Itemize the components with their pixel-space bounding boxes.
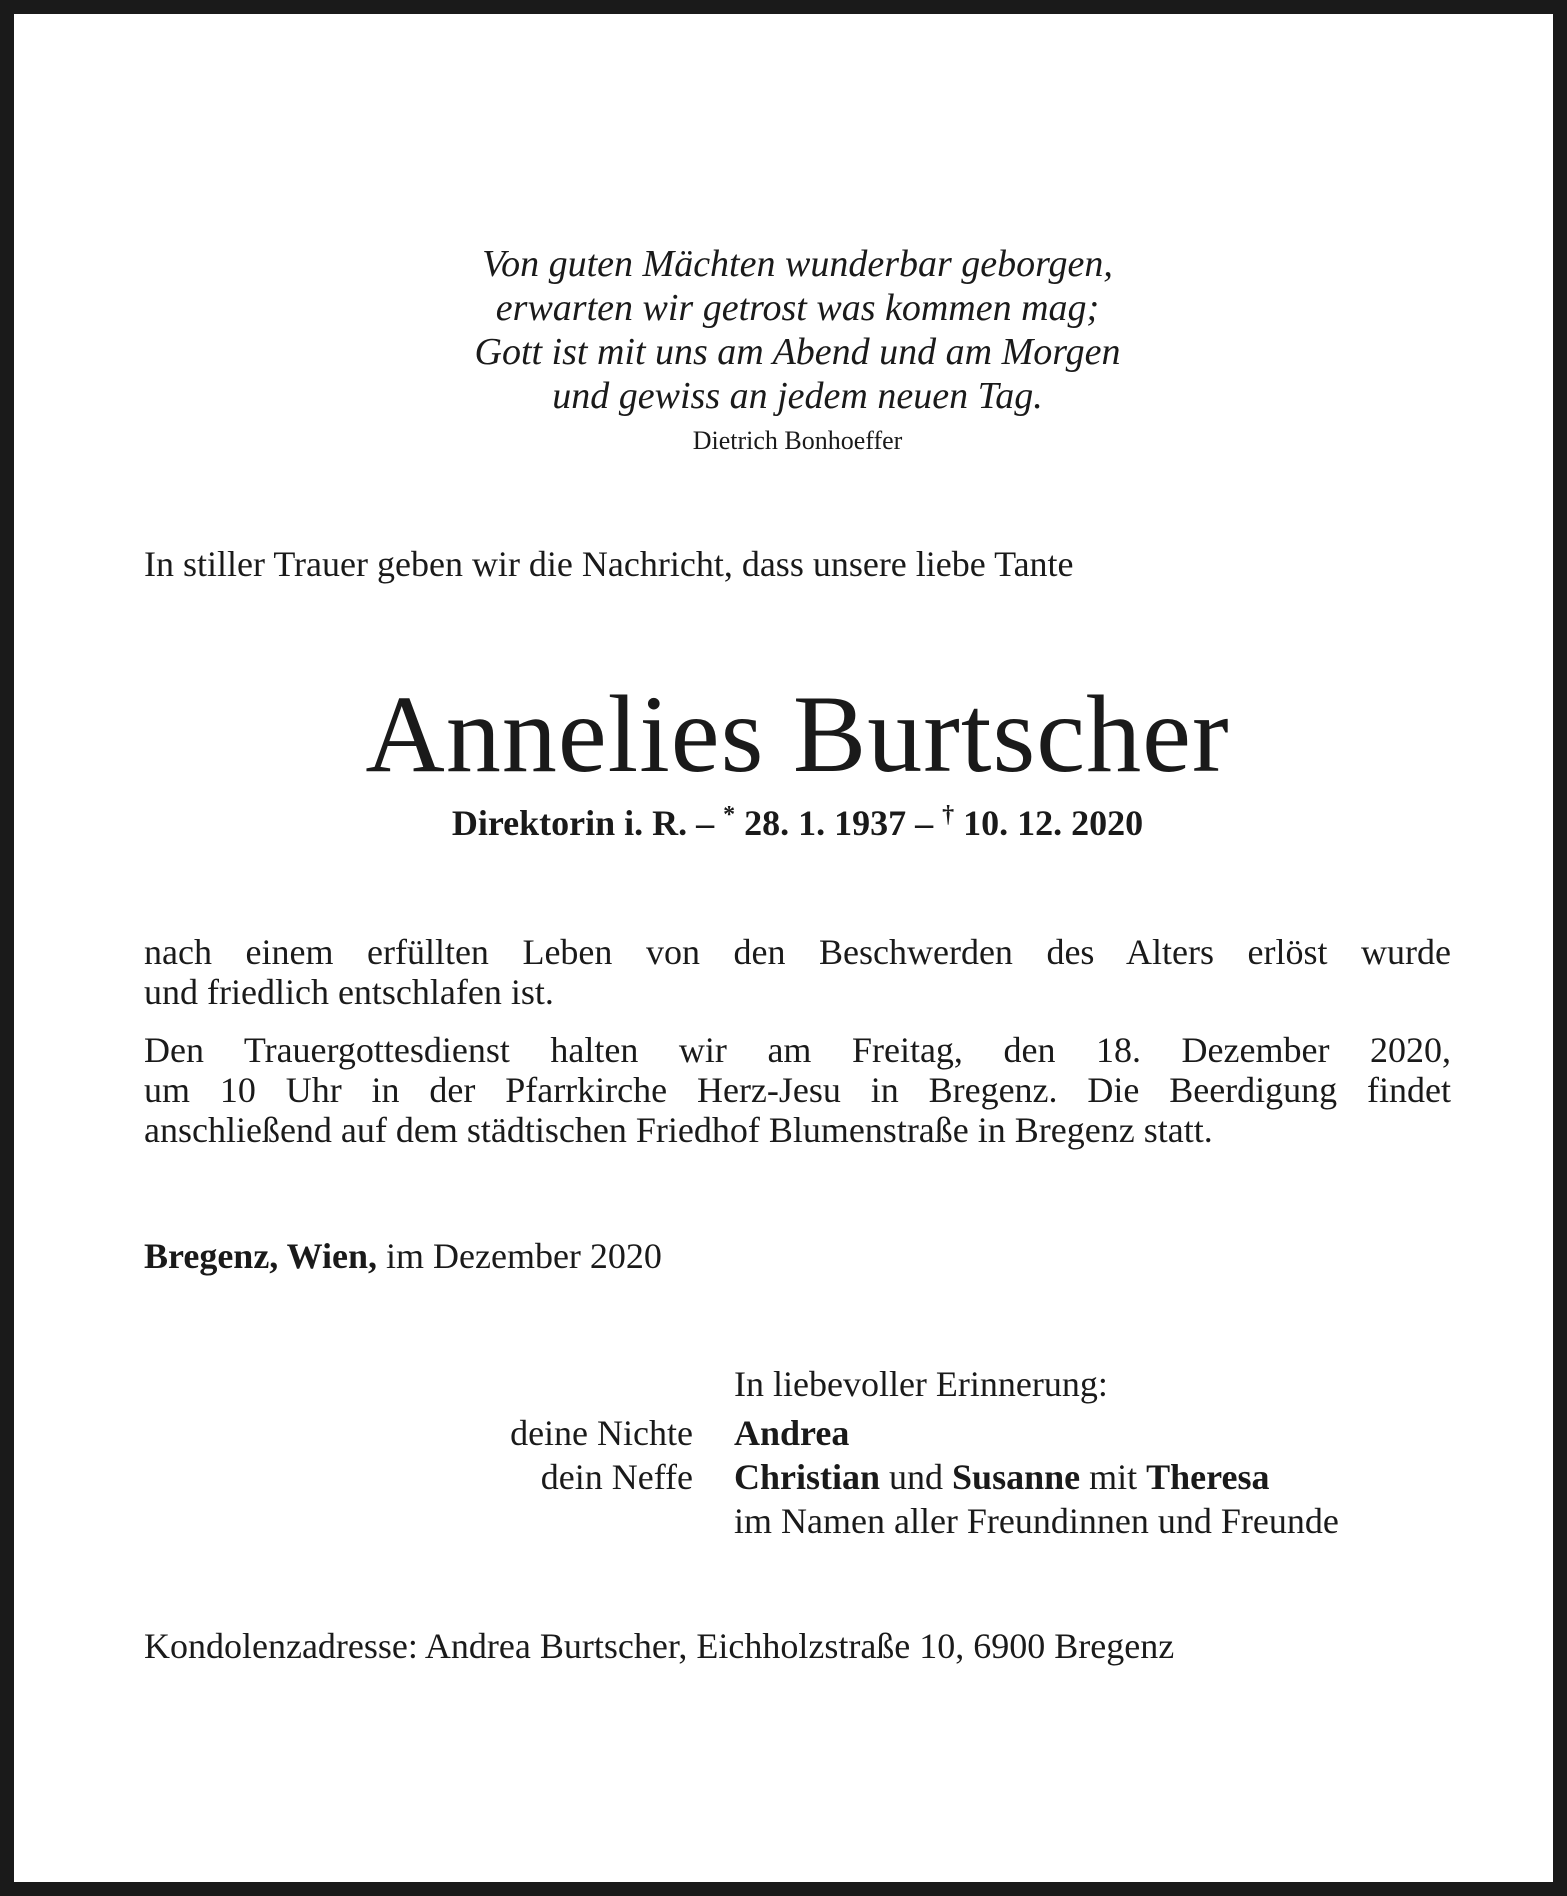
birth-symbol: * bbox=[723, 802, 736, 828]
connector-text: und bbox=[880, 1457, 953, 1497]
friends-line: im Namen aller Freundinnen und Freunde bbox=[734, 1501, 1339, 1541]
quote-line: und gewiss an jedem neuen Tag. bbox=[552, 375, 1043, 417]
death-date: 10. 12. 2020 bbox=[963, 803, 1144, 843]
quote bbox=[14, 242, 1567, 418]
deceased-name: Annelies Burtscher bbox=[365, 673, 1230, 795]
separator: – bbox=[687, 803, 724, 843]
announcement-paragraph bbox=[144, 932, 1451, 1012]
memory-heading: In liebevoller Erinnerung: bbox=[734, 1364, 1108, 1404]
birth-date: 28. 1. 1937 bbox=[744, 803, 907, 843]
service-paragraph bbox=[144, 1030, 1451, 1150]
deceased-dates bbox=[14, 802, 1567, 844]
quote-line: erwarten wir getrost was kommen mag; bbox=[495, 287, 1100, 329]
condolence-address: Kondolenzadresse: Andrea Burtscher, Eichholzstraße 10, 6900 Bregenz bbox=[144, 1626, 1175, 1666]
paragraph-line: und friedlich entschlafen ist. bbox=[144, 972, 554, 1012]
quote-author: Dietrich Bonhoeffer bbox=[692, 426, 903, 455]
mourner-name: Christian bbox=[734, 1457, 881, 1497]
niece-label: deine Nichte bbox=[510, 1413, 693, 1453]
quote-line: Gott ist mit uns am Abend und am Morgen bbox=[474, 331, 1121, 373]
place-names: Bregenz, Wien, bbox=[144, 1236, 377, 1276]
intro-text: In stiller Trauer geben wir die Nachricht, dass unsere liebe Tante bbox=[144, 544, 1074, 584]
death-symbol: † bbox=[942, 802, 955, 828]
niece-name bbox=[734, 1412, 849, 1454]
mourner-name: Susanne bbox=[952, 1457, 1081, 1497]
nephew-label: dein Neffe bbox=[540, 1457, 693, 1497]
place-date-text: im Dezember 2020 bbox=[377, 1236, 662, 1276]
mourner-name: Theresa bbox=[1146, 1457, 1270, 1497]
mourner-name: Andrea bbox=[734, 1413, 850, 1453]
nephew-family bbox=[734, 1456, 1269, 1498]
paragraph-line: um 10 Uhr in der Pfarrkirche Herz-Jesu in Bregenz. Die Beerdigung findet bbox=[144, 1070, 1451, 1110]
paragraph-line: nach einem erfüllten Leben von den Beschwerden des Alters erlöst wurde bbox=[144, 932, 1451, 972]
separator: – bbox=[906, 803, 943, 843]
paragraph-line: Den Trauergottesdienst halten wir am Freitag, den 18. Dezember 2020, bbox=[144, 1030, 1451, 1070]
place-date bbox=[144, 1236, 662, 1276]
quote-line: Von guten Mächten wunderbar geborgen, bbox=[482, 243, 1113, 285]
paragraph-line: anschließend auf dem städtischen Friedhof Blumenstraße in Bregenz statt. bbox=[144, 1110, 1213, 1150]
connector-text: mit bbox=[1080, 1457, 1147, 1497]
deceased-title: Direktorin i. R. bbox=[451, 803, 688, 843]
